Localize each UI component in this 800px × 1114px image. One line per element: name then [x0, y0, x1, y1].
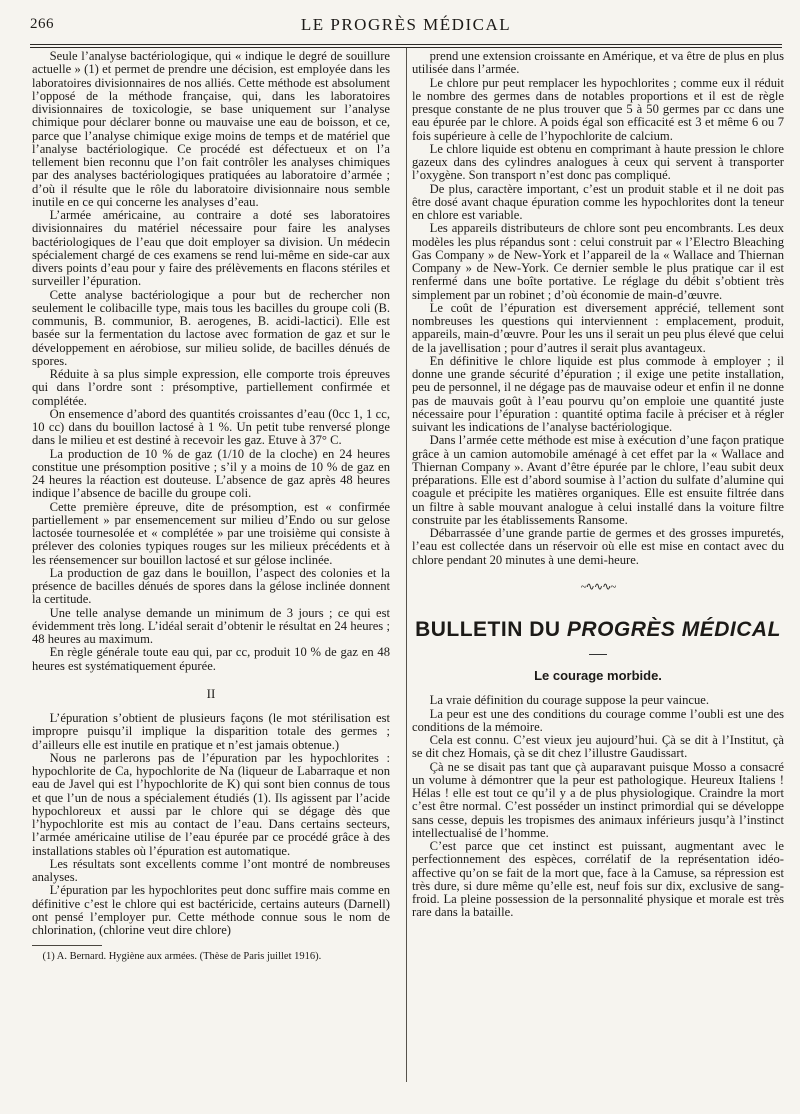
paragraph: Nous ne parlerons pas de l’épuration par les hypochlorites : hypochlorite de Ca, hypochlorite de Na (liqueur de Labarraque et non eau de Javel qui est l’hypochlorite de K) qui sont bien connus de tous et que l’un de nous a spécialement étudiés (1). Ils agissent par l’acide hypochloreux et aussi par le chlore qui se dégage dès que l’hypochlorite est mis au contact de l’eau. Dans certains secteurs, l’armée américaine utilise de l’eau épurée par ce procédé grâce à des installations stables où l’épuration est automatique. — [32, 750, 390, 858]
paragraph: Une telle analyse demande un minimum de 3 jours ; ce qui est évidemment très long. L’idéal serait d’obtenir le résultat en 24 heures ; 48 heures au maximum. — [32, 605, 390, 646]
article-title: Le courage morbide. — [534, 668, 662, 683]
footnote-rule — [32, 945, 102, 946]
paragraph: Çà ne se disait pas tant que çà auparavant puisque Mosso a consacré un volume à démontrer que la peur est pathologique. Heureux Italiens ! Hélas ! elle est tout ce qu’il y a de plus physiologique. Craindre la mort c’est être normal. C’est posséder un instinct primordial qui se développe sans cesse, depuis les tropismes des animaux inférieurs jusqu’à l’instinct intellectualisé de l’homme. — [412, 759, 784, 840]
section-number: II — [206, 685, 216, 701]
bulletin-heading — [412, 618, 784, 642]
column-divider — [406, 48, 407, 1082]
paragraph: Les appareils distributeurs de chlore sont peu encombrants. Les deux modèles les plus répandus sont : celui construit par « l’Electro Bleaching Gas Company » de New-York et l’appareil de la « Wallace and Thiernan Company » de New-York. Ce dernier semble le plus pratique car il est renfermé dans une boîte portative. Le réglage du débit s’obtient très simplement par un robinet ; d’où économie de main-d’œuvre. — [412, 221, 784, 302]
paragraph: Les résultats sont excellents comme l’ont montré de nombreuses analyses. — [32, 856, 390, 884]
heading-dash — [589, 654, 607, 655]
paragraph: Le coût de l’épuration est diversement apprécié, tellement sont nombreuses les questions qui interviennent : emplacement, produit, appareils, main-d’œuvre. Pour les uns il serait un peu plus élevé que celui de la javellisation ; pour d’autres il serait plus avantageux. — [412, 300, 784, 355]
bulletin-prefix: BULLETIN DU — [415, 618, 561, 641]
paragraph: Réduite à sa plus simple expression, elle comporte trois épreuves qui dans l’ordre sont : présomptive, partiellement confirmée et complétée. — [32, 367, 390, 408]
page-number: 266 — [30, 16, 54, 32]
right-column — [412, 50, 784, 920]
left-paragraphs-part2 — [32, 712, 390, 937]
header-rule — [30, 44, 782, 45]
left-column — [32, 50, 390, 964]
paragraph: C’est parce que cet instinct est puissant, augmentant avec le perfectionnement des espèces, corrélatif de la représentation idéo-affective qu’on se fait de la mort que, face à la Camuse, sa répression est très dure, si dure même qu’elle est, neuf fois sur dix, exclusive de sang-froid. La pleine possession de la personnalité physique et morale est très rare dans la bataille. — [412, 839, 784, 920]
paragraph: Dans l’armée cette méthode est mise à exécution d’une façon pratique grâce à un camion automobile aménagé à cet effet par la « Wallace and Thiernan Company ». Avant d’être épurée par le chlore, l’eau subit deux préparations. Elle est d’abord soumise à l’action du sulfate d’alumine qui coagule et précipite les matières organiques. Elle est ensuite filtrée dans un filtre à sable mouvant analogue à celui installé dans la voiture filtre construite par les établissements Ransome. — [412, 433, 784, 527]
paragraph: L’épuration s’obtient de plusieurs façons (le mot stérilisation est impropre puisqu’il implique la disparition totale des germes ; d’ailleurs elle est inutile en pratique et n’est jamais obtenue.) — [32, 711, 390, 752]
paragraph: Seule l’analyse bactériologique, qui « indique le degré de souillure actuelle » (1) et permet de prendre une décision, est employée dans les laboratoires divisionnaires de nos alliés. Cette méthode est absolument l’opposé de la méthode française, qui, dans les laboratoires divisionnaires de toxicologie, se base uniquement sur l’analyse chimique pour déclarer bonne ou mauvaise une eau de boisson, et ce, parce que l’analyse chimique exige moins de temps et de matériel que l’analyse bactériologique. Ce procédé est défectueux et on l’a tellement bien reconnu que l’on fait contrôler les analyses chimiques par des analyses bactériologiques pratiquées au laboratoire d’armée ; d’où il résulte que le rôle du laboratoire divisionnaire nous semble inutile en ce qui concerne les analyses d’eau. — [32, 49, 390, 209]
paragraph: Cette première épreuve, dite de présomption, est « confirmée partiellement » par ensemencement sur milieu d’Endo ou sur gelose lactosée tournesolée et « complétée » par une troisième qui consiste à prélever des colonies typiques rouges sur les milieux précédents et à les réensemencer sur bouillon lactosé et sur gélose inclinée. — [32, 499, 390, 567]
paragraph: De plus, caractère important, c’est un produit stable et il ne doit pas être dosé avant chaque épuration comme les hypochlorites dont la teneur en chlore est variable. — [412, 181, 784, 222]
section-ornament: ~∿∿∿~ — [580, 580, 616, 593]
paragraph: Cette analyse bactériologique a pour but de rechercher non seulement le colibacille type, mais tous les bacilles du groupe coli (B. communis, B. communior, B. aerogenes, B. acidi-lactici). Elle est basée sur la fermentation du lactose avec formation de gaz et sur le développement en aérobiose, sur milieu solide, de bacilles dénués de spores. — [32, 287, 390, 368]
paragraph: La production de gaz dans le bouillon, l’aspect des colonies et la présence de bacilles dénués de spores dans la gélose inclinée donnent la certitude. — [32, 565, 390, 607]
paragraph: En règle générale toute eau qui, par cc, produit 10 % de gaz en 48 heures est systématiquement épurée. — [32, 645, 390, 673]
page-header — [30, 12, 782, 42]
paragraph: On ensemence d’abord des quantités croissantes d’eau (0cc 1, 1 cc, 10 cc) dans du bouillon lactosé à 1 %. Un petit tube renversé plonge dans le milieu et est destiné à recevoir les gaz. Etuve à 37° C. — [32, 406, 390, 448]
right-paragraphs-part2 — [412, 694, 784, 919]
paragraph: L’épuration par les hypochlorites peut donc suffire mais comme en définitive c’est le chlore qui est bactéricide, certains auteurs (Darnell) ont pensé l’employer pur. Cette méthode connue sous le nom de chlorination, (chlorine veut dire chlore) — [32, 883, 390, 937]
paragraph: La peur est une des conditions du courage comme l’oubli est une des conditions de la mémoire. — [412, 706, 784, 734]
paragraph: L’armée américaine, au contraire a doté ses laboratoires divisionnaires du matériel nécessaire pour faire les analyses bactériologiques de l’eau que doit employer sa division. Un médecin spécialement chargé de ces examens se rend lui-même en side-car aux divers points d’eau pour y faire des prélèvements en flacons stériles et surveiller l’épuration. — [32, 208, 390, 289]
paragraph: Le chlore pur peut remplacer les hypochlorites ; comme eux il réduit le nombre des germes dans de notables proportions et il est de règle presque constante de ne plus trouver que 5 à 50 germes par cc dans une eau épurée par le chlore. A poids égal son efficacité est 3 et même 6 ou 7 fois supérieure à celle de l’hypochlorite de calcium. — [412, 75, 784, 143]
paragraph: La vraie définition du courage suppose la peur vaincue. — [429, 693, 710, 708]
paragraph: Le chlore liquide est obtenu en comprimant à haute pression le chlore gazeux dans des cylindres analogues à ceux qui servent à transporter l’oxygène. Son transport n’est donc pas compliqué. — [412, 141, 784, 183]
paragraph: prend une extension croissante en Amérique, et va être de plus en plus utilisée dans l’armée. — [412, 49, 784, 77]
paragraph: En définitive le chlore liquide est plus commode à employer ; il donne une grande sécurité d’épuration ; il exige une petite installation, peu de personnel, il ne dégage pas de mauvaise odeur et enfin il ne donne pas de mauvais goût à l’eau pourvu qu’on emploie une quantité juste nécessaire pour l’épuration : quantité optima facile à préciser et à régler suivant les indications de l’analyse bactériologique. — [412, 353, 784, 434]
paragraph: Débarrassée d’une grande partie de germes et des grosses impuretés, l’eau est collectée dans un réservoir où elle est mise en contact avec du chlore pendant 20 minutes à une demi-heure. — [412, 526, 784, 567]
footnote: (1) A. Bernard. Hygiène aux armées. (Thèse de Paris juillet 1916). — [42, 951, 322, 963]
bulletin-name: PROGRÈS MÉDICAL — [566, 618, 781, 641]
paragraph: Cela est connu. C’est vieux jeu aujourd’hui. Çà se dit à l’Institut, çà se dit chez Homais, çà se dit chez l’illustre Gaudissart. — [412, 733, 784, 761]
left-paragraphs-part1 — [32, 50, 390, 673]
paragraph: La production de 10 % de gaz (1/10 de la cloche) en 24 heures constitue une présomption positive ; s’il y a moins de 10 % de gaz en 24 heures la réaction est douteuse. L’absence de gaz après 48 heures indique l’absence de bacille du groupe coli. — [32, 446, 390, 501]
running-title: LE PROGRÈS MÉDICAL — [300, 15, 512, 34]
right-paragraphs-part1 — [412, 50, 784, 567]
